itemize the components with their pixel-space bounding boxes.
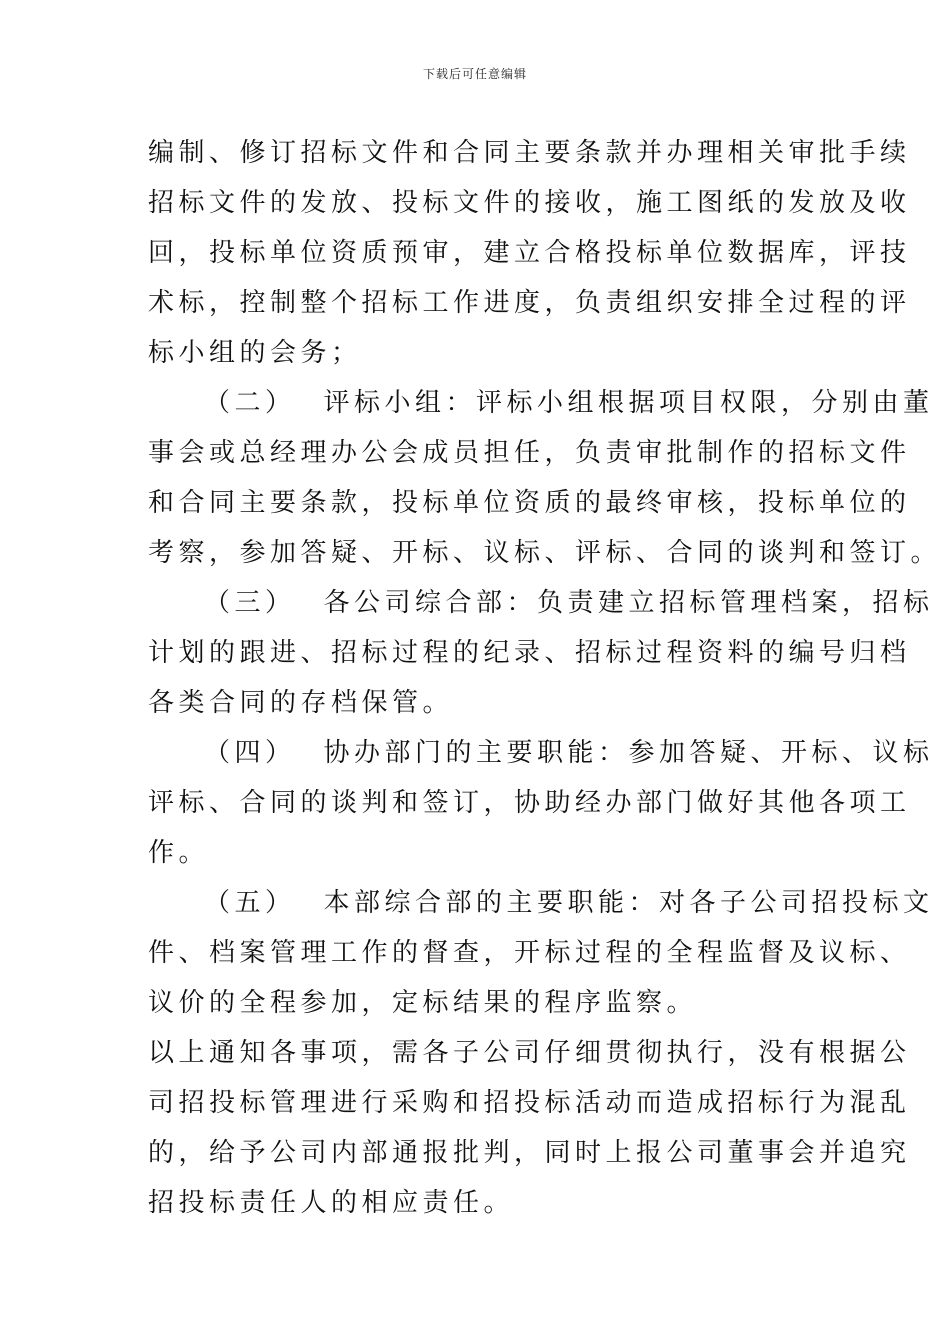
text-line: 计划的跟进、招标过程的纪录、招标过程资料的编号归档 [148,638,911,668]
text-line: 作。 [148,838,210,868]
section-two-first-line [148,378,934,428]
section-marker: （四） [204,738,296,768]
section-five-first-line [148,878,934,928]
section-text: 评标小组：评标小组根据项目权限，分别由董 [323,388,934,418]
text-line: 事会或总经理办公会成员担任，负责审批制作的招标文件 [148,438,911,468]
text-line: 术标，控制整个招标工作进度，负责组织安排全过程的评 [148,288,911,318]
text-line: 考察，参加答疑、开标、议标、评标、合同的谈判和签订。 [148,538,942,568]
section-four-first-line [148,728,934,778]
text-line: 标小组的会务； [148,338,362,368]
closing-line: 的，给予公司内部通报批判，同时上报公司董事会并追究 [148,1138,911,1168]
page-header: 下载后可任意编辑 [422,67,527,81]
closing-line: 以上通知各事项，需各子公司仔细贯彻执行，没有根据公 [148,1038,911,1068]
text-line: 件、档案管理工作的督查，开标过程的全程监督及议标、 [148,938,911,968]
section-text: 协办部门的主要职能：参加答疑、开标、议标 [323,738,934,768]
section-text: 各公司综合部：负责建立招标管理档案，招标 [323,588,934,618]
section-three-first-line [148,578,934,628]
closing-line: 司招投标管理进行采购和招投标活动而造成招标行为混乱 [148,1088,911,1118]
text-line: 各类合同的存档保管。 [148,688,454,718]
section-marker: （三） [204,588,296,618]
text-line: 评标、合同的谈判和签订，协助经办部门做好其他各项工 [148,788,911,818]
text-line: 和合同主要条款，投标单位资质的最终审核，投标单位的 [148,488,911,518]
section-marker: （五） [204,888,296,918]
section-text: 本部综合部的主要职能：对各子公司招投标文 [323,888,934,918]
section-marker: （二） [204,388,296,418]
document-body [148,128,942,1228]
text-line: 编制、修订招标文件和合同主要条款并办理相关审批手续 [148,138,911,168]
text-line: 议价的全程参加，定标结果的程序监察。 [148,988,698,1018]
text-line: 回，投标单位资质预审，建立合格投标单位数据库，评技 [148,238,911,268]
closing-line: 招投标责任人的相应责任。 [148,1188,515,1218]
text-line: 招标文件的发放、投标文件的接收，施工图纸的发放及收 [148,188,911,218]
